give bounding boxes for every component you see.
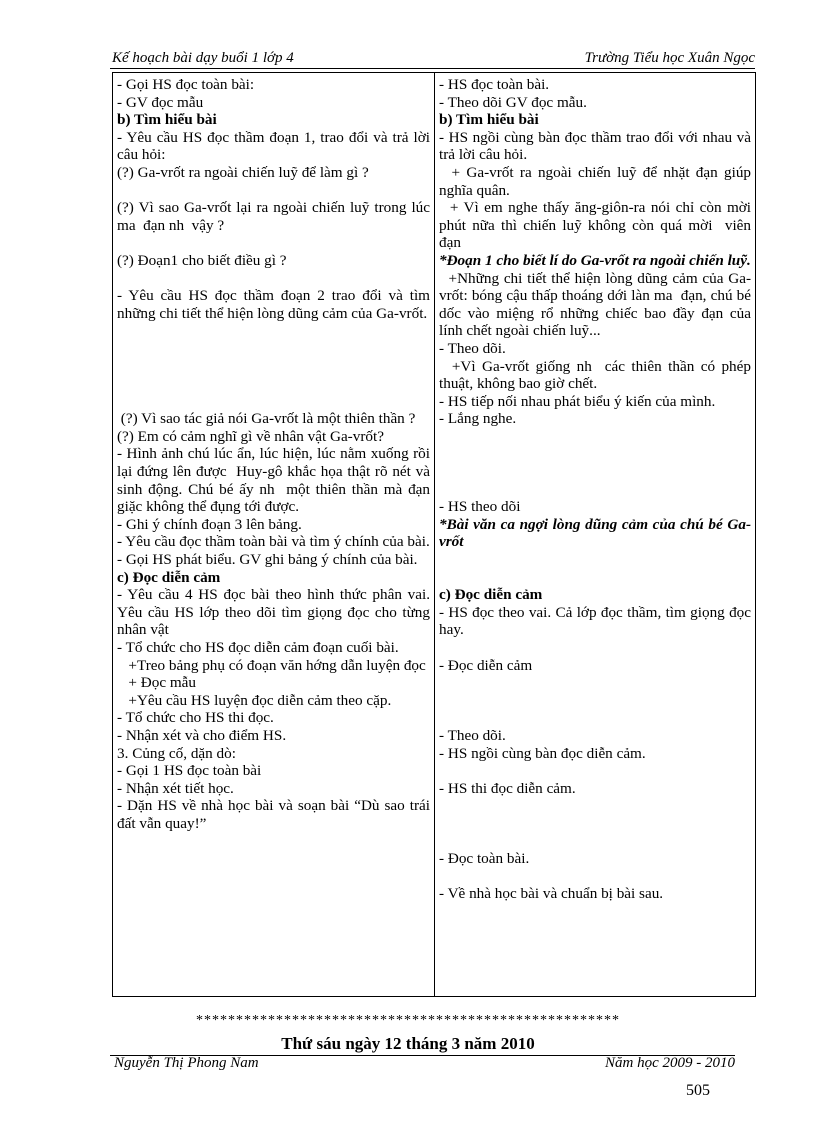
spacer: [439, 639, 751, 657]
spacer: [439, 709, 751, 727]
spacer: [439, 428, 751, 446]
text-line: *Đoạn 1 cho biết lí do Ga-vrốt ra ngoài chiến luỹ.: [439, 251, 751, 269]
text-line: - Yêu cầu đọc thầm toàn bài và tìm ý chính của bài.: [117, 533, 430, 551]
text-line: - HS đọc toàn bài.: [439, 76, 550, 93]
text-line: - Dặn HS về nhà học bài và soạn bài “Dù sao trái đất vẫn quay!”: [117, 797, 434, 832]
page-header: [110, 48, 755, 70]
text-line: - HS tiếp nối nhau phát biểu ý kiến của mình.: [439, 392, 716, 410]
text-line: - Yêu cầu 4 HS đọc bài theo hình thức phân vai. Yêu cầu HS lớp theo dõi tìm giọng đọc cho từng nhân vật: [117, 586, 434, 639]
spacer: [439, 551, 751, 569]
spacer: [439, 569, 751, 587]
student-activities-cell: [435, 73, 759, 997]
text-line: - Gọi 1 HS đọc toàn bài: [117, 762, 262, 780]
text-line: - Nhận xét tiết học.: [117, 779, 234, 797]
teacher-activities-cell: [113, 73, 435, 997]
spacer: [117, 270, 430, 288]
spacer: [117, 358, 430, 376]
text-line: - HS thi đọc diễn cảm.: [439, 779, 576, 797]
separator-stars: *****************************************************: [196, 1013, 620, 1028]
text-line: - HS đọc theo vai. Cả lớp đọc thầm, tìm giọng đọc hay.: [439, 603, 755, 639]
text-line: - Về nhà học bài và chuẩn bị bài sau.: [439, 885, 664, 903]
teacher-activities-list: [117, 76, 434, 996]
section-heading: b) Tìm hiểu bài: [117, 111, 217, 129]
section-heading: c) Đọc diễn cảm: [439, 586, 543, 604]
text-line: (?) Đoạn1 cho biết điều gì ?: [117, 251, 287, 269]
text-line: 3. Củng cố, dặn dò:: [117, 744, 236, 762]
header-right-text: Trường Tiểu học Xuân Ngọc: [584, 50, 755, 66]
text-line: +Treo bảng phụ có đoạn văn hớng dẫn luyện đọc: [117, 656, 426, 674]
text-line: +Những chi tiết thể hiện lòng dũng cảm của Ga-vrốt: bóng cậu thấp thoáng dới làn ma đạn, chú bé dốc vào miệng rổ những chiếc bao đầy đạn của lính chết ngoài chiến luỹ...: [439, 269, 755, 340]
text-line: - Yêu cầu HS đọc thầm đoạn 2 trao đổi và tìm những chi tiết thể hiện lòng dũng cảm của Ga-vrốt.: [117, 287, 434, 322]
text-line: + Đọc mẫu: [117, 674, 197, 692]
spacer: [117, 322, 430, 340]
lesson-table: [112, 72, 759, 997]
spacer: [117, 340, 430, 358]
spacer: [439, 692, 751, 710]
header-rule: [110, 68, 755, 69]
page-number: 505: [686, 1082, 710, 1099]
text-line: - Nhận xét và cho điểm HS.: [117, 726, 287, 744]
text-line: - Theo dõi.: [439, 339, 506, 357]
spacer: [117, 234, 430, 252]
text-line: - Ghi ý chính đoạn 3 lên bảng.: [117, 515, 302, 533]
student-activities-list: [439, 76, 759, 996]
text-line: - Đọc diễn cảm: [439, 656, 533, 674]
spacer: [439, 445, 751, 463]
text-line: (?) Ga-vrốt ra ngoài chiến luỹ để làm gì ?: [117, 163, 369, 181]
spacer: [439, 674, 751, 692]
spacer: [439, 868, 751, 886]
text-line: + Ga-vrốt ra ngoài chiến luỹ để nhặt đạn giúp nghĩa quân.: [439, 163, 755, 199]
text-line: - Gọi HS đọc toàn bài:: [117, 76, 255, 93]
day-title: Thứ sáu ngày 12 tháng 3 năm 2010: [281, 1034, 535, 1053]
spacer: [439, 463, 751, 481]
footer-right-text: Năm học 2009 - 2010: [605, 1055, 735, 1071]
text-line: +Yêu cầu HS luyện đọc diễn cảm theo cặp.: [117, 691, 392, 709]
text-line: - Gọi HS phát biểu. GV ghi bảng ý chính của bài.: [117, 551, 418, 569]
spacer: [117, 375, 430, 393]
footer-left-text: Nguyễn Thị Phong Nam: [114, 1055, 259, 1071]
text-line: (?) Vì sao tác giả nói Ga-vrốt là một thiên thần ?: [117, 410, 416, 428]
text-line: - HS ngồi cùng bàn đọc diễn cảm.: [439, 744, 646, 762]
section-heading: c) Đọc diễn cảm: [117, 568, 221, 586]
text-line: (?) Em có cảm nghĩ gì về nhân vật Ga-vrốt?: [117, 427, 384, 445]
text-line: - Hình ảnh chú lúc ẩn, lúc hiện, lúc nằm xuống rồi lại đứng lên được Huy-gô khắc họa thật rõ nét và sinh động. Chú bé ấy nh một thiên thần mà đạn giặc không thể đụng tới được.: [117, 445, 434, 516]
page-footer: [110, 1055, 735, 1075]
header-left-text: Kế hoạch bài dạy buổi 1 lớp 4: [112, 50, 294, 66]
spacer: [439, 815, 751, 833]
section-heading: b) Tìm hiểu bài: [439, 111, 539, 129]
text-line: - Tổ chức cho HS thi đọc.: [117, 709, 274, 727]
text-line: - Tổ chức cho HS đọc diễn cảm đoạn cuối bài.: [117, 639, 399, 656]
spacer: [117, 182, 430, 200]
spacer: [439, 762, 751, 780]
text-line: +Vì Ga-vrốt giống nh các thiên thần có phép thuật, không bao giờ chết.: [439, 357, 755, 393]
spacer: [439, 797, 751, 815]
spacer: [117, 393, 430, 411]
text-line: - GV đọc mẫu: [117, 93, 204, 111]
text-line: - Yêu cầu HS đọc thầm đoạn 1, trao đổi và trả lời câu hỏi:: [117, 128, 434, 164]
text-line: - Theo dõi.: [439, 726, 506, 744]
text-line: *Bài văn ca ngợi lòng dũng cảm của chú bé Ga-vrốt: [439, 515, 751, 551]
text-line: + Vì em nghe thấy ăng-giôn-ra nói chỉ còn mời phút nữa thì chiến luỹ không còn quá mời viên đạn: [439, 199, 759, 252]
spacer: [439, 481, 751, 499]
text-line: - Theo dõi GV đọc mẫu.: [439, 93, 587, 111]
spacer: [439, 833, 751, 851]
text-line: - Lắng nghe.: [439, 410, 517, 428]
text-line: - HS ngồi cùng bàn đọc thầm trao đổi với nhau và trả lời câu hỏi.: [439, 128, 755, 164]
text-line: (?) Vì sao Ga-vrốt lại ra ngoài chiến luỹ trong lúc ma đạn nh vậy ?: [117, 199, 434, 234]
text-line: - HS theo dõi: [439, 498, 521, 516]
text-line: - Đọc toàn bài.: [439, 850, 530, 868]
